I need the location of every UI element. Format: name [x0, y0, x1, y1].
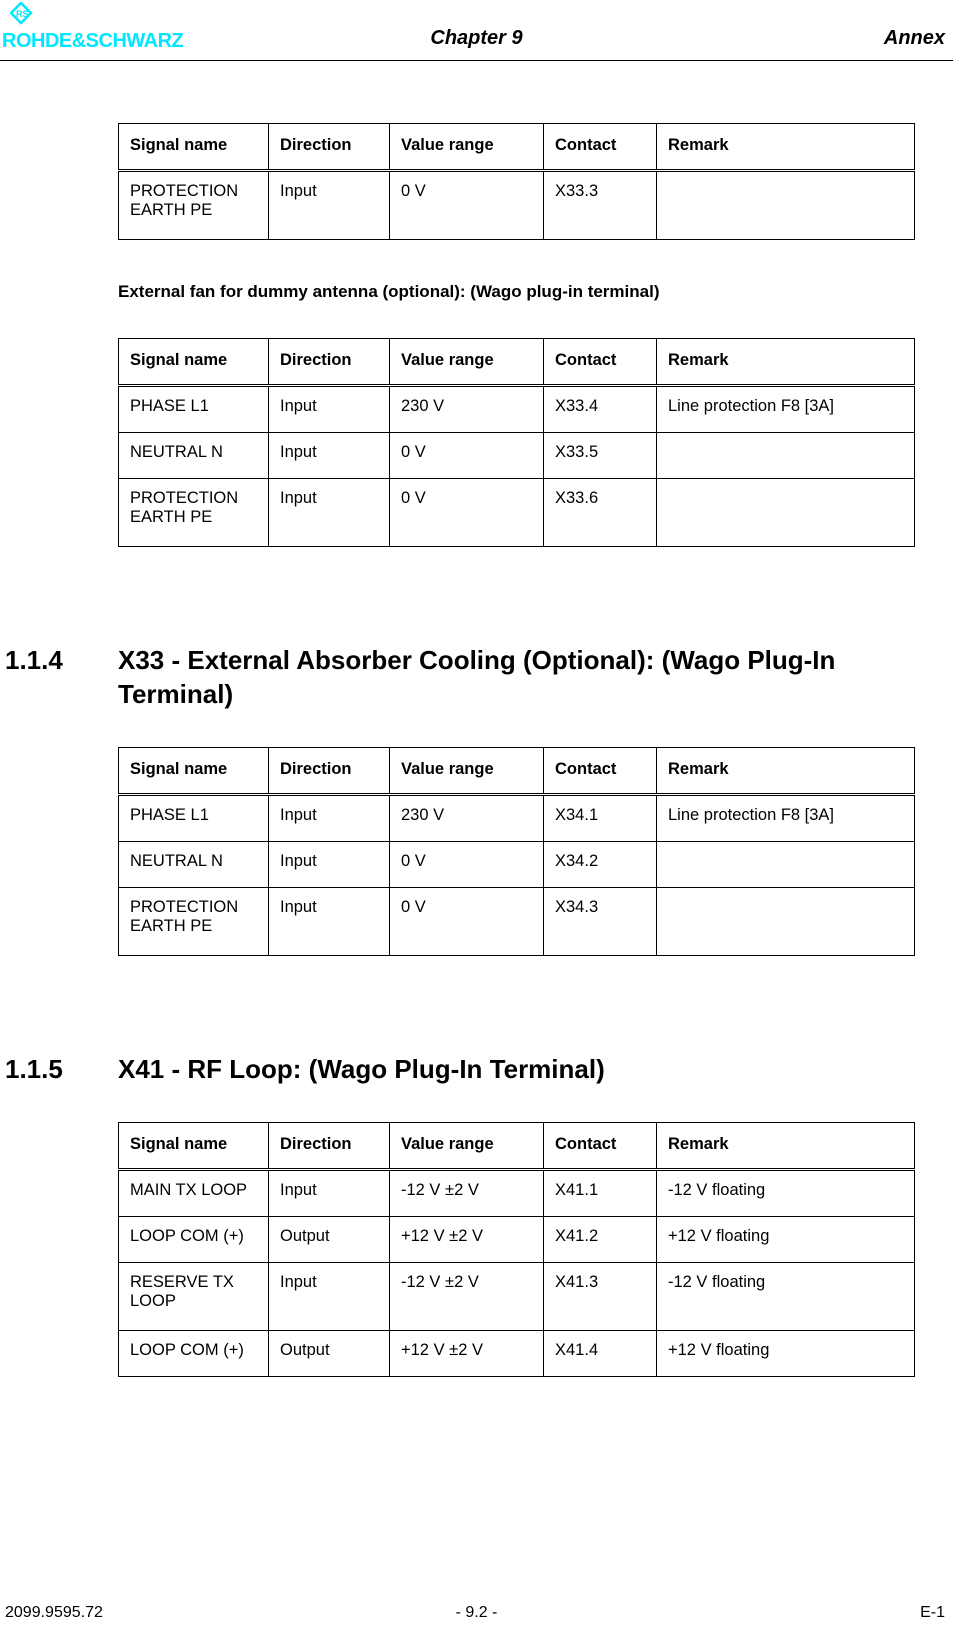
table-cell: [657, 888, 915, 956]
table-cell: PROTECTION EARTH PE: [119, 479, 269, 547]
table-row: [119, 433, 915, 479]
table-cell: -12 V floating: [657, 1170, 915, 1217]
table-row: [119, 795, 915, 842]
table-cell: X34.3: [544, 888, 657, 956]
page-code: E-1: [920, 1604, 945, 1621]
table-cell: +12 V floating: [657, 1331, 915, 1377]
table-row: [119, 386, 915, 433]
column-header: Direction: [269, 748, 390, 795]
table-cell: -12 V ±2 V: [390, 1263, 544, 1331]
table-cell: MAIN TX LOOP: [119, 1170, 269, 1217]
table-cell: 0 V: [390, 171, 544, 240]
section-label: Annex: [883, 27, 945, 49]
table-cell: 0 V: [390, 433, 544, 479]
table-cell: X41.1: [544, 1170, 657, 1217]
table-cell: [657, 842, 915, 888]
section-number: 1.1.5: [5, 1054, 63, 1084]
column-header: Contact: [544, 339, 657, 386]
column-header: Signal name: [119, 339, 269, 386]
table-cell: Output: [269, 1217, 390, 1263]
table-cell: X33.4: [544, 386, 657, 433]
table-row: [119, 888, 915, 956]
table-cell: LOOP COM (+): [119, 1331, 269, 1377]
table-cell: NEUTRAL N: [119, 433, 269, 479]
table-cell: 230 V: [390, 386, 544, 433]
table-cell: Input: [269, 842, 390, 888]
table-cell: Line protection F8 [3A]: [657, 386, 915, 433]
table-cell: X34.2: [544, 842, 657, 888]
rohde-schwarz-logo: RS ROHDE&SCHWARZ: [2, 2, 222, 50]
column-header: Signal name: [119, 748, 269, 795]
column-header: Signal name: [119, 124, 269, 171]
table-row: [119, 1331, 915, 1377]
table-cell: X41.2: [544, 1217, 657, 1263]
table-cell: Input: [269, 888, 390, 956]
header-row: [119, 339, 915, 386]
table-cell: [657, 479, 915, 547]
doc-number: 2099.9595.72: [5, 1604, 103, 1621]
table-cell: 0 V: [390, 842, 544, 888]
table-cell: Input: [269, 795, 390, 842]
page-number: - 9.2 -: [455, 1604, 498, 1621]
table-cell: Input: [269, 479, 390, 547]
column-header: Remark: [657, 339, 915, 386]
table-cell: [657, 171, 915, 240]
column-header: Contact: [544, 124, 657, 171]
section-number: 1.1.4: [5, 645, 63, 675]
signal-table-4: [118, 1122, 915, 1377]
table-row: [119, 1217, 915, 1263]
column-header: Value range: [390, 339, 544, 386]
header-row: [119, 748, 915, 795]
table-cell: Output: [269, 1331, 390, 1377]
svg-text:RS: RS: [16, 9, 29, 19]
table-cell: Line protection F8 [3A]: [657, 795, 915, 842]
table-cell: -12 V floating: [657, 1263, 915, 1331]
table-cell: NEUTRAL N: [119, 842, 269, 888]
table-cell: X34.1: [544, 795, 657, 842]
table-cell: Input: [269, 433, 390, 479]
header-divider: [0, 60, 953, 61]
table-cell: PHASE L1: [119, 386, 269, 433]
header-row: [119, 1123, 915, 1170]
table-row: [119, 171, 915, 240]
section-title: X33 - External Absorber Cooling (Optional): (Wago Plug-In Terminal): [118, 645, 836, 709]
column-header: Direction: [269, 1123, 390, 1170]
table-cell: X41.3: [544, 1263, 657, 1331]
table-cell: PROTECTION EARTH PE: [119, 171, 269, 240]
table-row: [119, 842, 915, 888]
table-row: [119, 479, 915, 547]
column-header: Remark: [657, 124, 915, 171]
table-cell: X33.3: [544, 171, 657, 240]
header-row: [119, 124, 915, 171]
table-cell: Input: [269, 1263, 390, 1331]
section-title: X41 - RF Loop: (Wago Plug-In Terminal): [118, 1054, 605, 1084]
signal-table-1: [118, 123, 915, 240]
table-cell: LOOP COM (+): [119, 1217, 269, 1263]
table-cell: Input: [269, 386, 390, 433]
table-cell: X33.5: [544, 433, 657, 479]
table-cell: PROTECTION EARTH PE: [119, 888, 269, 956]
table-cell: PHASE L1: [119, 795, 269, 842]
table-row: [119, 1263, 915, 1331]
table-cell: X33.6: [544, 479, 657, 547]
column-header: Value range: [390, 748, 544, 795]
table-cell: -12 V ±2 V: [390, 1170, 544, 1217]
column-header: Direction: [269, 339, 390, 386]
table-cell: RESERVE TX LOOP: [119, 1263, 269, 1331]
table-cell: Input: [269, 171, 390, 240]
table-cell: X41.4: [544, 1331, 657, 1377]
table-cell: [657, 433, 915, 479]
column-header: Contact: [544, 1123, 657, 1170]
signal-table-3: [118, 747, 915, 956]
table-cell: 0 V: [390, 479, 544, 547]
column-header: Direction: [269, 124, 390, 171]
column-header: Contact: [544, 748, 657, 795]
signal-table-2: [118, 338, 915, 547]
subheading: External fan for dummy antenna (optional): (Wago plug-in terminal): [118, 282, 660, 301]
table-cell: +12 V ±2 V: [390, 1217, 544, 1263]
table-cell: Input: [269, 1170, 390, 1217]
column-header: Value range: [390, 124, 544, 171]
column-header: Value range: [390, 1123, 544, 1170]
table-cell: +12 V floating: [657, 1217, 915, 1263]
column-header: Signal name: [119, 1123, 269, 1170]
chapter-title: Chapter 9: [430, 27, 523, 49]
column-header: Remark: [657, 1123, 915, 1170]
column-header: Remark: [657, 748, 915, 795]
table-cell: 0 V: [390, 888, 544, 956]
table-row: [119, 1170, 915, 1217]
table-cell: +12 V ±2 V: [390, 1331, 544, 1377]
table-cell: 230 V: [390, 795, 544, 842]
